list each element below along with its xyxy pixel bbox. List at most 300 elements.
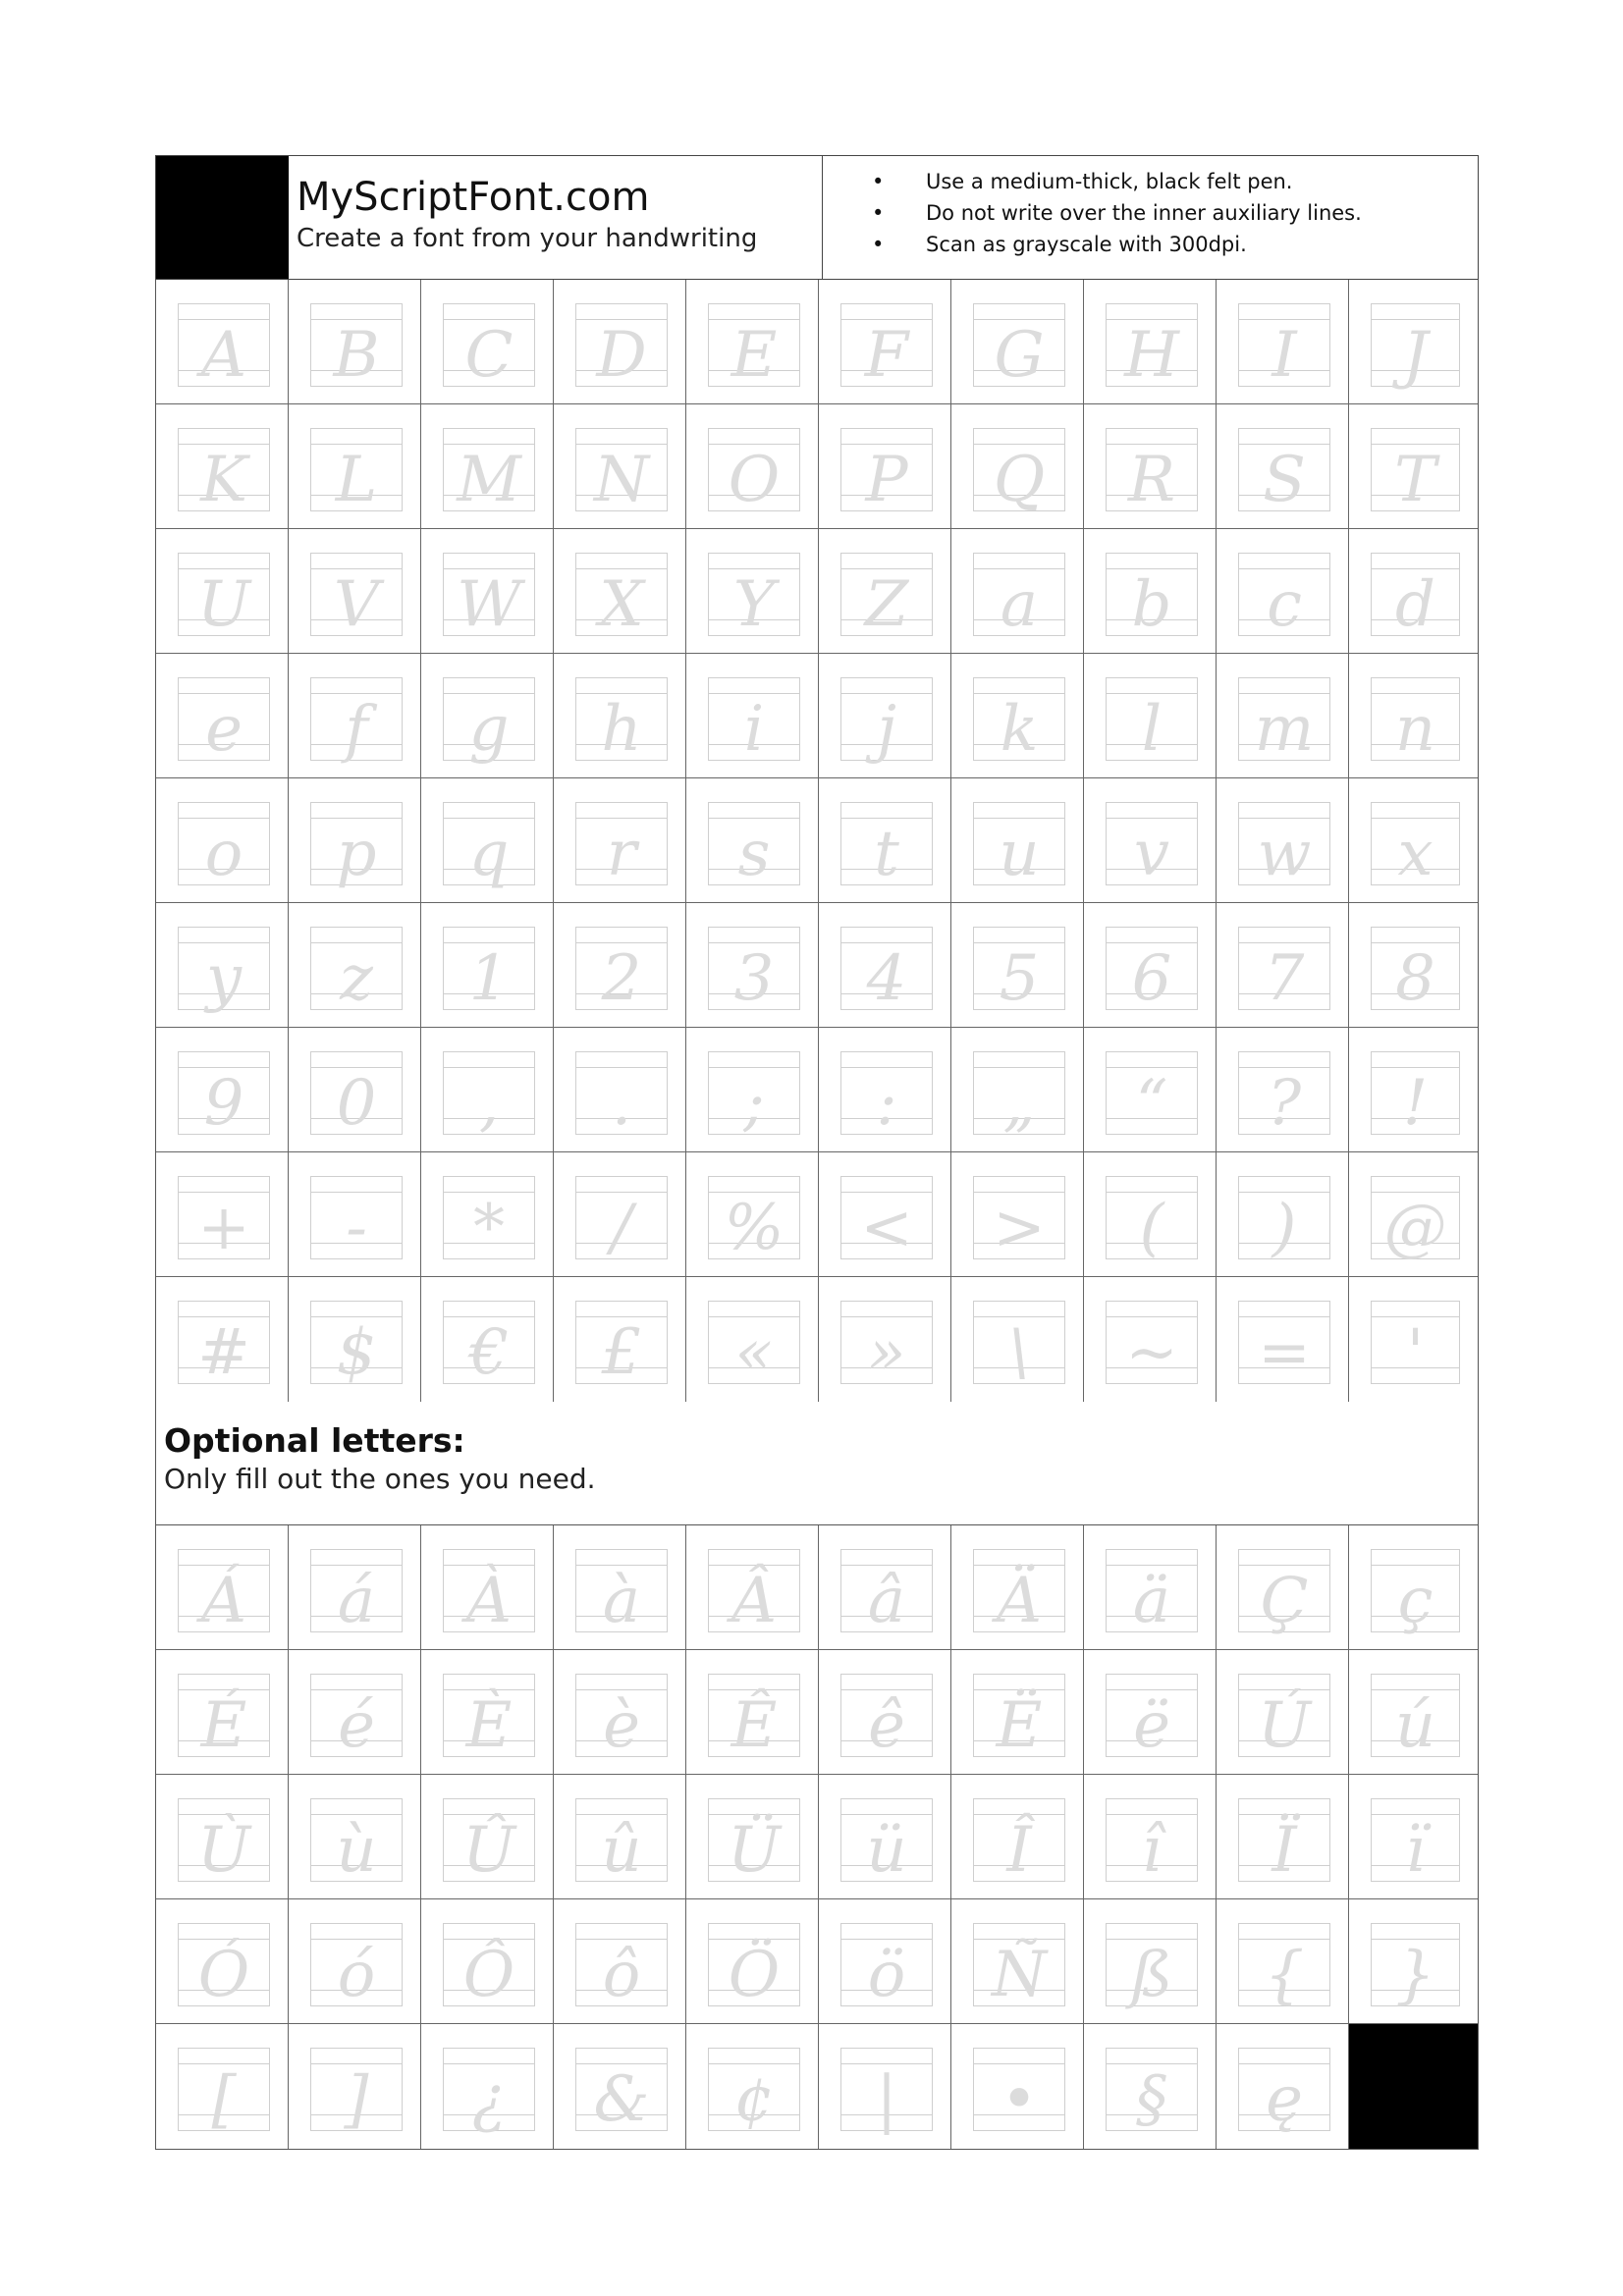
guide-lines	[575, 1923, 668, 2011]
glyph-cell[interactable]	[686, 903, 819, 1027]
glyph-cell[interactable]	[819, 2024, 951, 2149]
glyph-cell[interactable]	[156, 1775, 289, 1898]
glyph-template: „	[1002, 1067, 1036, 1140]
glyph-cell[interactable]	[819, 1899, 951, 2023]
glyph-cell[interactable]	[156, 1152, 289, 1276]
guide-lines	[840, 927, 933, 1015]
brand-title: MyScriptFont.com	[297, 175, 650, 220]
glyph-cell[interactable]	[156, 1650, 289, 1774]
main-glyph-rows	[156, 280, 1478, 1402]
glyph-cell[interactable]	[421, 1152, 554, 1276]
guide-lines	[310, 303, 403, 392]
glyph-template: ë	[1133, 1689, 1170, 1762]
glyph-cell[interactable]	[951, 529, 1084, 653]
guide-lines	[1106, 927, 1198, 1015]
glyph-template: }	[1395, 1939, 1435, 2011]
glyph-cell[interactable]	[1217, 778, 1349, 902]
glyph-template: Ô	[462, 1939, 515, 2011]
glyph-cell[interactable]	[1217, 1899, 1349, 2023]
glyph-template: ß	[1130, 1939, 1173, 2011]
guide-lines	[443, 1674, 535, 1762]
glyph-cell[interactable]	[289, 1650, 421, 1774]
glyph-cell[interactable]	[819, 1775, 951, 1898]
glyph-cell[interactable]	[951, 1152, 1084, 1276]
glyph-cell[interactable]	[1084, 529, 1217, 653]
glyph-cell[interactable]	[951, 2024, 1084, 2149]
glyph-cell[interactable]	[819, 1650, 951, 1774]
guide-lines	[178, 303, 270, 392]
glyph-cell[interactable]	[1217, 1775, 1349, 1898]
glyph-cell[interactable]	[951, 1028, 1084, 1151]
glyph-cell[interactable]	[554, 778, 686, 902]
guide-lines	[1106, 303, 1198, 392]
glyph-row	[156, 1277, 1478, 1402]
glyph-cell[interactable]	[554, 1525, 686, 1649]
glyph-template: ú	[1394, 1689, 1436, 1762]
glyph-cell[interactable]	[421, 1650, 554, 1774]
glyph-template: g	[468, 693, 510, 766]
guide-lines	[443, 1301, 535, 1389]
instructions	[823, 156, 1478, 279]
glyph-cell[interactable]	[951, 778, 1084, 902]
guide-lines	[973, 428, 1065, 516]
glyph-cell[interactable]	[819, 1028, 951, 1151]
guide-lines	[1371, 1674, 1460, 1762]
glyph-cell[interactable]	[421, 1525, 554, 1649]
glyph-cell[interactable]	[686, 280, 819, 403]
glyph-row	[156, 1899, 1478, 2024]
guide-lines	[840, 553, 933, 641]
guide-lines	[1371, 927, 1460, 1015]
guide-lines	[443, 1798, 535, 1887]
glyph-template: v	[1133, 818, 1170, 890]
glyph-row	[156, 1775, 1478, 1899]
glyph-cell[interactable]	[156, 654, 289, 777]
glyph-template: D	[596, 319, 647, 392]
glyph-template: 7	[1264, 942, 1305, 1015]
guide-lines	[840, 1176, 933, 1264]
glyph-template: Î	[1006, 1814, 1032, 1887]
glyph-cell[interactable]	[1084, 1277, 1217, 1402]
guide-lines	[178, 1923, 270, 2011]
glyph-cell[interactable]	[1084, 1775, 1217, 1898]
guide-lines	[840, 2048, 933, 2136]
glyph-cell[interactable]	[1084, 280, 1217, 403]
guide-lines	[443, 1176, 535, 1264]
glyph-cell[interactable]	[421, 1028, 554, 1151]
glyph-template: H	[1124, 319, 1179, 392]
glyph-template: )	[1271, 1192, 1297, 1264]
guide-lines	[178, 1549, 270, 1637]
glyph-cell[interactable]	[819, 654, 951, 777]
guide-lines	[310, 1301, 403, 1389]
glyph-cell[interactable]	[554, 404, 686, 528]
glyph-cell[interactable]	[686, 1028, 819, 1151]
guide-lines	[310, 428, 403, 516]
guide-lines	[1238, 802, 1330, 890]
glyph-template: =	[1258, 1316, 1311, 1389]
glyph-cell[interactable]	[951, 1525, 1084, 1649]
guide-lines	[178, 927, 270, 1015]
instruction-item: • Do not write over the inner auxiliary lines.	[872, 197, 1478, 229]
glyph-cell[interactable]	[554, 1899, 686, 2023]
glyph-cell[interactable]	[1084, 903, 1217, 1027]
glyph-cell[interactable]	[421, 654, 554, 777]
glyph-cell[interactable]	[289, 404, 421, 528]
glyph-cell[interactable]	[156, 529, 289, 653]
glyph-template: [	[211, 2063, 237, 2136]
guide-lines	[840, 1549, 933, 1637]
glyph-cell[interactable]	[686, 529, 819, 653]
glyph-template: >	[993, 1192, 1046, 1264]
template-sheet	[155, 155, 1479, 2150]
glyph-cell[interactable]	[289, 1028, 421, 1151]
glyph-template: «	[734, 1316, 774, 1389]
glyph-cell[interactable]	[951, 1650, 1084, 1774]
guide-lines	[708, 1176, 800, 1264]
glyph-template: 2	[601, 942, 642, 1015]
glyph-cell[interactable]	[1084, 2024, 1217, 2149]
glyph-cell[interactable]	[421, 529, 554, 653]
optional-title: Optional letters:	[164, 1421, 465, 1460]
glyph-cell[interactable]	[156, 903, 289, 1027]
glyph-cell[interactable]	[1217, 280, 1349, 403]
glyph-template: ]	[344, 2063, 369, 2136]
glyph-cell[interactable]	[686, 1152, 819, 1276]
glyph-cell[interactable]	[951, 654, 1084, 777]
glyph-template: U	[197, 568, 250, 641]
glyph-cell[interactable]	[819, 1525, 951, 1649]
guide-lines	[443, 303, 535, 392]
guide-lines	[1371, 1798, 1460, 1887]
guide-lines	[178, 428, 270, 516]
glyph-cell[interactable]	[951, 1775, 1084, 1898]
glyph-cell[interactable]	[1217, 1525, 1349, 1649]
glyph-cell[interactable]	[421, 778, 554, 902]
glyph-cell[interactable]	[421, 1899, 554, 2023]
guide-lines	[575, 553, 668, 641]
glyph-template: €	[468, 1316, 510, 1389]
guide-lines	[973, 677, 1065, 766]
instruction-item: • Use a medium-thick, black felt pen.	[872, 166, 1478, 197]
guide-lines	[708, 428, 800, 516]
glyph-cell[interactable]	[421, 280, 554, 403]
glyph-cell[interactable]	[554, 654, 686, 777]
guide-lines	[575, 1549, 668, 1637]
glyph-cell[interactable]	[1349, 280, 1478, 403]
guide-lines	[178, 802, 270, 890]
glyph-cell[interactable]	[156, 778, 289, 902]
glyph-cell[interactable]	[1217, 654, 1349, 777]
glyph-template: Û	[462, 1814, 515, 1887]
glyph-cell[interactable]	[1084, 1152, 1217, 1276]
glyph-cell[interactable]	[156, 1277, 289, 1402]
glyph-cell[interactable]	[819, 903, 951, 1027]
guide-lines	[973, 927, 1065, 1015]
glyph-cell[interactable]	[686, 654, 819, 777]
guide-lines	[973, 1051, 1065, 1140]
glyph-template: u	[999, 818, 1040, 890]
glyph-template: a	[1000, 568, 1039, 641]
guide-lines	[575, 303, 668, 392]
glyph-cell[interactable]	[156, 280, 289, 403]
glyph-cell[interactable]	[421, 903, 554, 1027]
guide-lines	[708, 1301, 800, 1389]
glyph-cell[interactable]	[289, 1525, 421, 1649]
glyph-template: L	[335, 444, 378, 516]
glyph-cell[interactable]	[686, 404, 819, 528]
glyph-template: !	[1402, 1067, 1429, 1140]
glyph-cell[interactable]	[1349, 1028, 1478, 1151]
guide-lines	[1106, 677, 1198, 766]
glyph-cell[interactable]	[1084, 1650, 1217, 1774]
glyph-cell[interactable]	[1349, 778, 1478, 902]
glyph-template: S	[1263, 444, 1306, 516]
glyph-template: ó	[337, 1939, 376, 2011]
glyph-template: n	[1394, 693, 1436, 766]
glyph-cell[interactable]	[289, 654, 421, 777]
glyph-cell[interactable]	[1217, 1152, 1349, 1276]
glyph-cell[interactable]	[1084, 778, 1217, 902]
optional-subtitle: Only fill out the ones you need.	[164, 1463, 596, 1495]
guide-lines	[310, 1051, 403, 1140]
glyph-cell[interactable]	[1217, 529, 1349, 653]
glyph-cell[interactable]	[951, 903, 1084, 1027]
guide-lines	[310, 2048, 403, 2136]
glyph-template: ,	[478, 1067, 500, 1140]
glyph-cell[interactable]	[1084, 654, 1217, 777]
glyph-cell[interactable]	[1349, 1650, 1478, 1774]
glyph-template: 1	[468, 942, 510, 1015]
glyph-cell[interactable]	[951, 404, 1084, 528]
glyph-template: s	[737, 818, 771, 890]
glyph-template: (	[1139, 1192, 1164, 1264]
guide-lines	[708, 802, 800, 890]
guide-lines	[178, 1798, 270, 1887]
glyph-template: û	[601, 1814, 642, 1887]
glyph-cell[interactable]	[289, 2024, 421, 2149]
glyph-cell[interactable]	[1349, 1277, 1478, 1402]
glyph-row	[156, 654, 1478, 778]
glyph-template: \	[1008, 1316, 1030, 1389]
glyph-cell[interactable]	[1217, 404, 1349, 528]
glyph-template: #	[197, 1316, 250, 1389]
glyph-cell[interactable]	[554, 2024, 686, 2149]
guide-lines	[1238, 553, 1330, 641]
glyph-template: %	[724, 1192, 784, 1264]
guide-lines	[1106, 1051, 1198, 1140]
glyph-cell[interactable]	[1084, 1525, 1217, 1649]
glyph-cell[interactable]	[156, 2024, 289, 2149]
glyph-cell[interactable]	[554, 280, 686, 403]
guide-lines	[443, 927, 535, 1015]
guide-lines	[178, 1674, 270, 1762]
glyph-template: ê	[868, 1689, 905, 1762]
glyph-cell[interactable]	[819, 404, 951, 528]
guide-lines	[1371, 303, 1460, 392]
glyph-cell[interactable]	[554, 1775, 686, 1898]
glyph-template: V	[333, 568, 380, 641]
guide-lines	[1371, 428, 1460, 516]
glyph-template: Ç	[1260, 1565, 1309, 1637]
guide-lines	[708, 1798, 800, 1887]
glyph-template: §	[1136, 2063, 1167, 2136]
glyph-cell[interactable]	[421, 1277, 554, 1402]
glyph-template: á	[337, 1565, 376, 1637]
glyph-cell[interactable]	[1349, 654, 1478, 777]
glyph-cell[interactable]	[1217, 2024, 1349, 2149]
glyph-template: »	[867, 1316, 906, 1389]
glyph-template: ô	[602, 1939, 641, 2011]
glyph-template: d	[1395, 568, 1435, 641]
guide-lines	[1238, 1176, 1330, 1264]
glyph-cell[interactable]	[686, 2024, 819, 2149]
glyph-cell[interactable]	[156, 1028, 289, 1151]
guide-lines	[708, 2048, 800, 2136]
glyph-template: <	[860, 1192, 913, 1264]
glyph-cell[interactable]	[1349, 1525, 1478, 1649]
glyph-cell[interactable]	[289, 903, 421, 1027]
glyph-row	[156, 1525, 1478, 1650]
guide-lines	[310, 1798, 403, 1887]
glyph-cell[interactable]	[1217, 1277, 1349, 1402]
guide-lines	[1371, 802, 1460, 890]
glyph-template: o	[204, 818, 243, 890]
glyph-cell[interactable]	[289, 1152, 421, 1276]
glyph-cell[interactable]	[819, 1152, 951, 1276]
glyph-cell[interactable]	[819, 529, 951, 653]
glyph-template: 0	[336, 1067, 377, 1140]
guide-lines	[443, 1549, 535, 1637]
glyph-template: “	[1135, 1067, 1168, 1140]
guide-lines	[708, 677, 800, 766]
glyph-template: h	[601, 693, 642, 766]
glyph-template: î	[1141, 1814, 1163, 1887]
glyph-cell[interactable]	[289, 1277, 421, 1402]
glyph-cell[interactable]	[1349, 903, 1478, 1027]
glyph-cell[interactable]	[156, 1525, 289, 1649]
glyph-row	[156, 903, 1478, 1028]
corner-marker	[156, 156, 289, 279]
guide-lines	[1106, 1176, 1198, 1264]
glyph-cell[interactable]	[289, 280, 421, 403]
guide-lines	[1238, 1301, 1330, 1389]
glyph-cell[interactable]	[1217, 903, 1349, 1027]
glyph-cell[interactable]	[951, 280, 1084, 403]
glyph-cell[interactable]	[951, 1277, 1084, 1402]
glyph-cell[interactable]	[554, 1277, 686, 1402]
glyph-template: t	[874, 818, 899, 890]
glyph-cell[interactable]	[156, 404, 289, 528]
guide-lines	[178, 677, 270, 766]
glyph-cell[interactable]	[1217, 1650, 1349, 1774]
glyph-cell[interactable]	[554, 1650, 686, 1774]
guide-lines	[840, 428, 933, 516]
glyph-template: Ë	[996, 1689, 1043, 1762]
guide-lines	[1106, 1923, 1198, 2011]
guide-lines	[1238, 2048, 1330, 2136]
glyph-cell[interactable]	[951, 1899, 1084, 2023]
glyph-template: I	[1271, 319, 1297, 392]
glyph-template: 5	[999, 942, 1040, 1015]
glyph-cell[interactable]	[554, 529, 686, 653]
glyph-template: y	[205, 942, 243, 1015]
glyph-cell[interactable]	[421, 2024, 554, 2149]
guide-lines	[1238, 677, 1330, 766]
glyph-cell[interactable]	[1349, 404, 1478, 528]
glyph-grid	[155, 279, 1479, 2150]
glyph-template: &	[593, 2063, 650, 2136]
glyph-cell[interactable]	[421, 404, 554, 528]
glyph-cell[interactable]	[1084, 1028, 1217, 1151]
glyph-template: •	[1001, 2063, 1038, 2136]
glyph-cell[interactable]	[819, 1277, 951, 1402]
glyph-cell[interactable]	[554, 1152, 686, 1276]
corner-marker	[1349, 2024, 1478, 2149]
glyph-template: 4	[866, 942, 907, 1015]
glyph-template: Á	[200, 1565, 247, 1637]
glyph-cell[interactable]	[686, 1899, 819, 2023]
glyph-template: r	[606, 818, 637, 890]
guide-lines	[310, 553, 403, 641]
glyph-cell[interactable]	[686, 1525, 819, 1649]
glyph-cell[interactable]	[1349, 1152, 1478, 1276]
glyph-cell[interactable]	[1349, 529, 1478, 653]
glyph-template: À	[465, 1565, 513, 1637]
glyph-cell[interactable]	[686, 1775, 819, 1898]
glyph-cell[interactable]	[554, 1028, 686, 1151]
glyph-cell[interactable]	[686, 778, 819, 902]
guide-lines	[443, 1923, 535, 2011]
glyph-template: Ú	[1258, 1689, 1311, 1762]
glyph-template: Ê	[730, 1689, 778, 1762]
guide-lines	[708, 553, 800, 641]
glyph-cell[interactable]	[289, 1775, 421, 1898]
glyph-cell[interactable]	[421, 1775, 554, 1898]
glyph-cell[interactable]	[156, 1899, 289, 2023]
glyph-template: ¢	[733, 2063, 775, 2136]
glyph-cell[interactable]	[289, 529, 421, 653]
glyph-template: È	[465, 1689, 513, 1762]
glyph-cell[interactable]	[1217, 1028, 1349, 1151]
glyph-template: i	[743, 693, 765, 766]
glyph-cell[interactable]	[819, 280, 951, 403]
glyph-cell[interactable]	[1349, 1775, 1478, 1898]
guide-lines	[840, 303, 933, 392]
guide-lines	[1106, 802, 1198, 890]
glyph-template: c	[1267, 568, 1302, 641]
glyph-template: ä	[1132, 1565, 1171, 1637]
guide-lines	[310, 1674, 403, 1762]
glyph-cell[interactable]	[289, 778, 421, 902]
glyph-cell[interactable]	[819, 778, 951, 902]
glyph-cell[interactable]	[554, 903, 686, 1027]
glyph-template: w	[1257, 818, 1312, 890]
glyph-cell[interactable]	[1349, 1899, 1478, 2023]
glyph-template: +	[197, 1192, 250, 1264]
glyph-template: ù	[336, 1814, 377, 1887]
glyph-row	[156, 529, 1478, 654]
glyph-cell[interactable]	[1084, 404, 1217, 528]
glyph-cell[interactable]	[686, 1650, 819, 1774]
glyph-cell[interactable]	[686, 1277, 819, 1402]
guide-lines	[840, 1301, 933, 1389]
glyph-cell[interactable]	[1084, 1899, 1217, 2023]
glyph-cell[interactable]	[289, 1899, 421, 2023]
guide-lines	[840, 1674, 933, 1762]
glyph-row	[156, 1152, 1478, 1277]
glyph-row	[156, 1650, 1478, 1775]
